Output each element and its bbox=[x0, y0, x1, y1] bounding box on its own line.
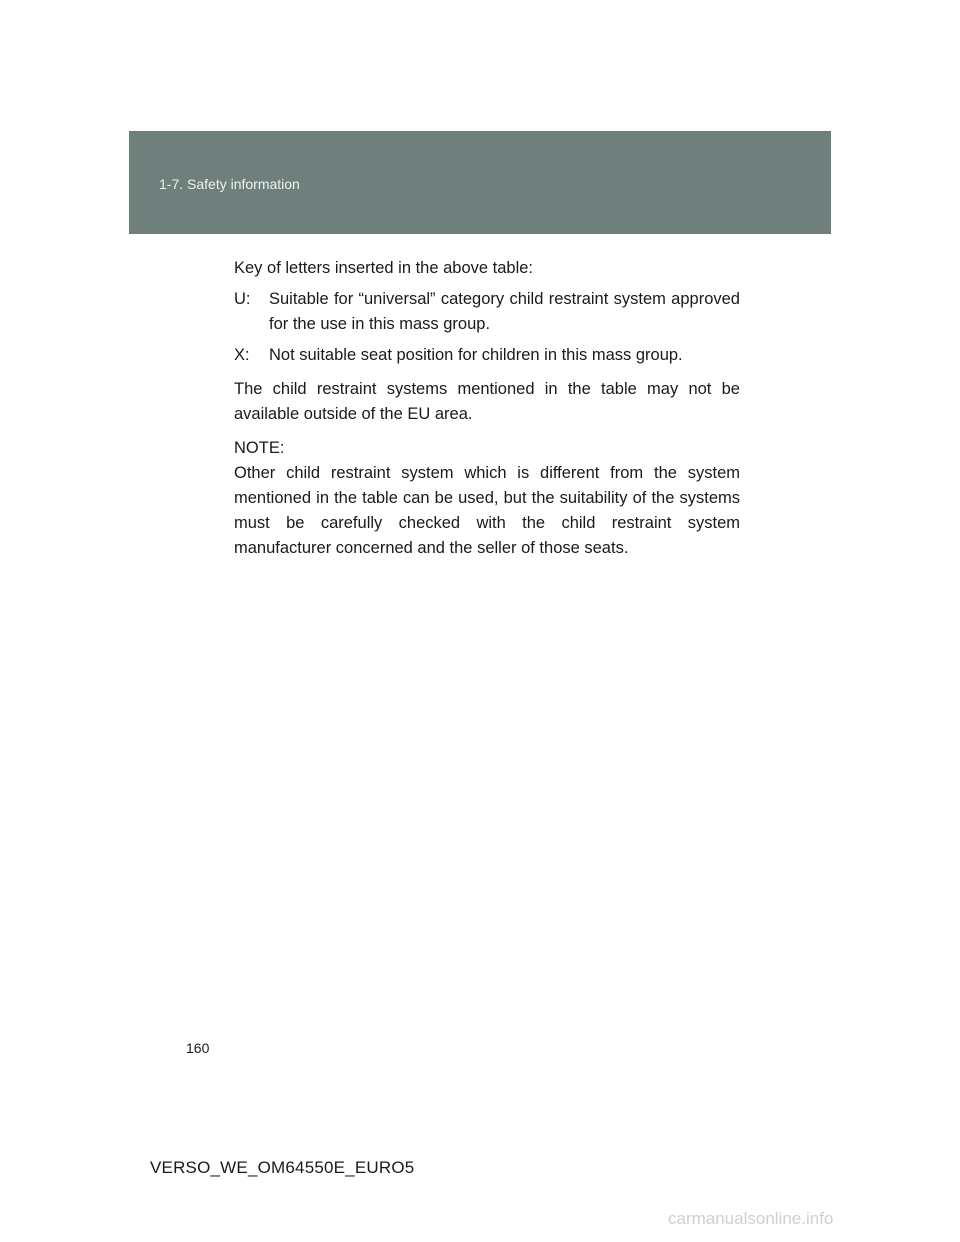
legend-letter: X: bbox=[234, 346, 250, 364]
note-heading: NOTE: bbox=[234, 439, 285, 457]
document-id: VERSO_WE_OM64550E_EURO5 bbox=[150, 1158, 415, 1177]
key-intro: Key of letters inserted in the above table: bbox=[234, 259, 534, 277]
section-title: 1-7. Safety information bbox=[159, 176, 300, 192]
section-header-band bbox=[129, 131, 831, 234]
availability-note: The child restraint systems mentioned in the table may not be available outside of the EU area. bbox=[234, 380, 740, 423]
legend-description: Suitable for “universal” category child restraint system approved for the use in this mass group. bbox=[269, 290, 740, 333]
legend-description: Not suitable seat position for children in this mass group. bbox=[269, 346, 683, 364]
legend-item-x bbox=[234, 343, 740, 368]
legend-letter: U: bbox=[234, 290, 251, 308]
legend-item-u bbox=[234, 287, 740, 337]
page-number: 160 bbox=[186, 1040, 210, 1056]
note-text: Other child restraint system which is different from the system mentioned in the table can be used, but the suitability of the systems must be carefully checked with the child restraint system manufacturer concerned and the seller of those seats. bbox=[234, 464, 740, 557]
watermark-text: carmanualsonline.info bbox=[668, 1209, 834, 1228]
main-content bbox=[234, 256, 740, 561]
